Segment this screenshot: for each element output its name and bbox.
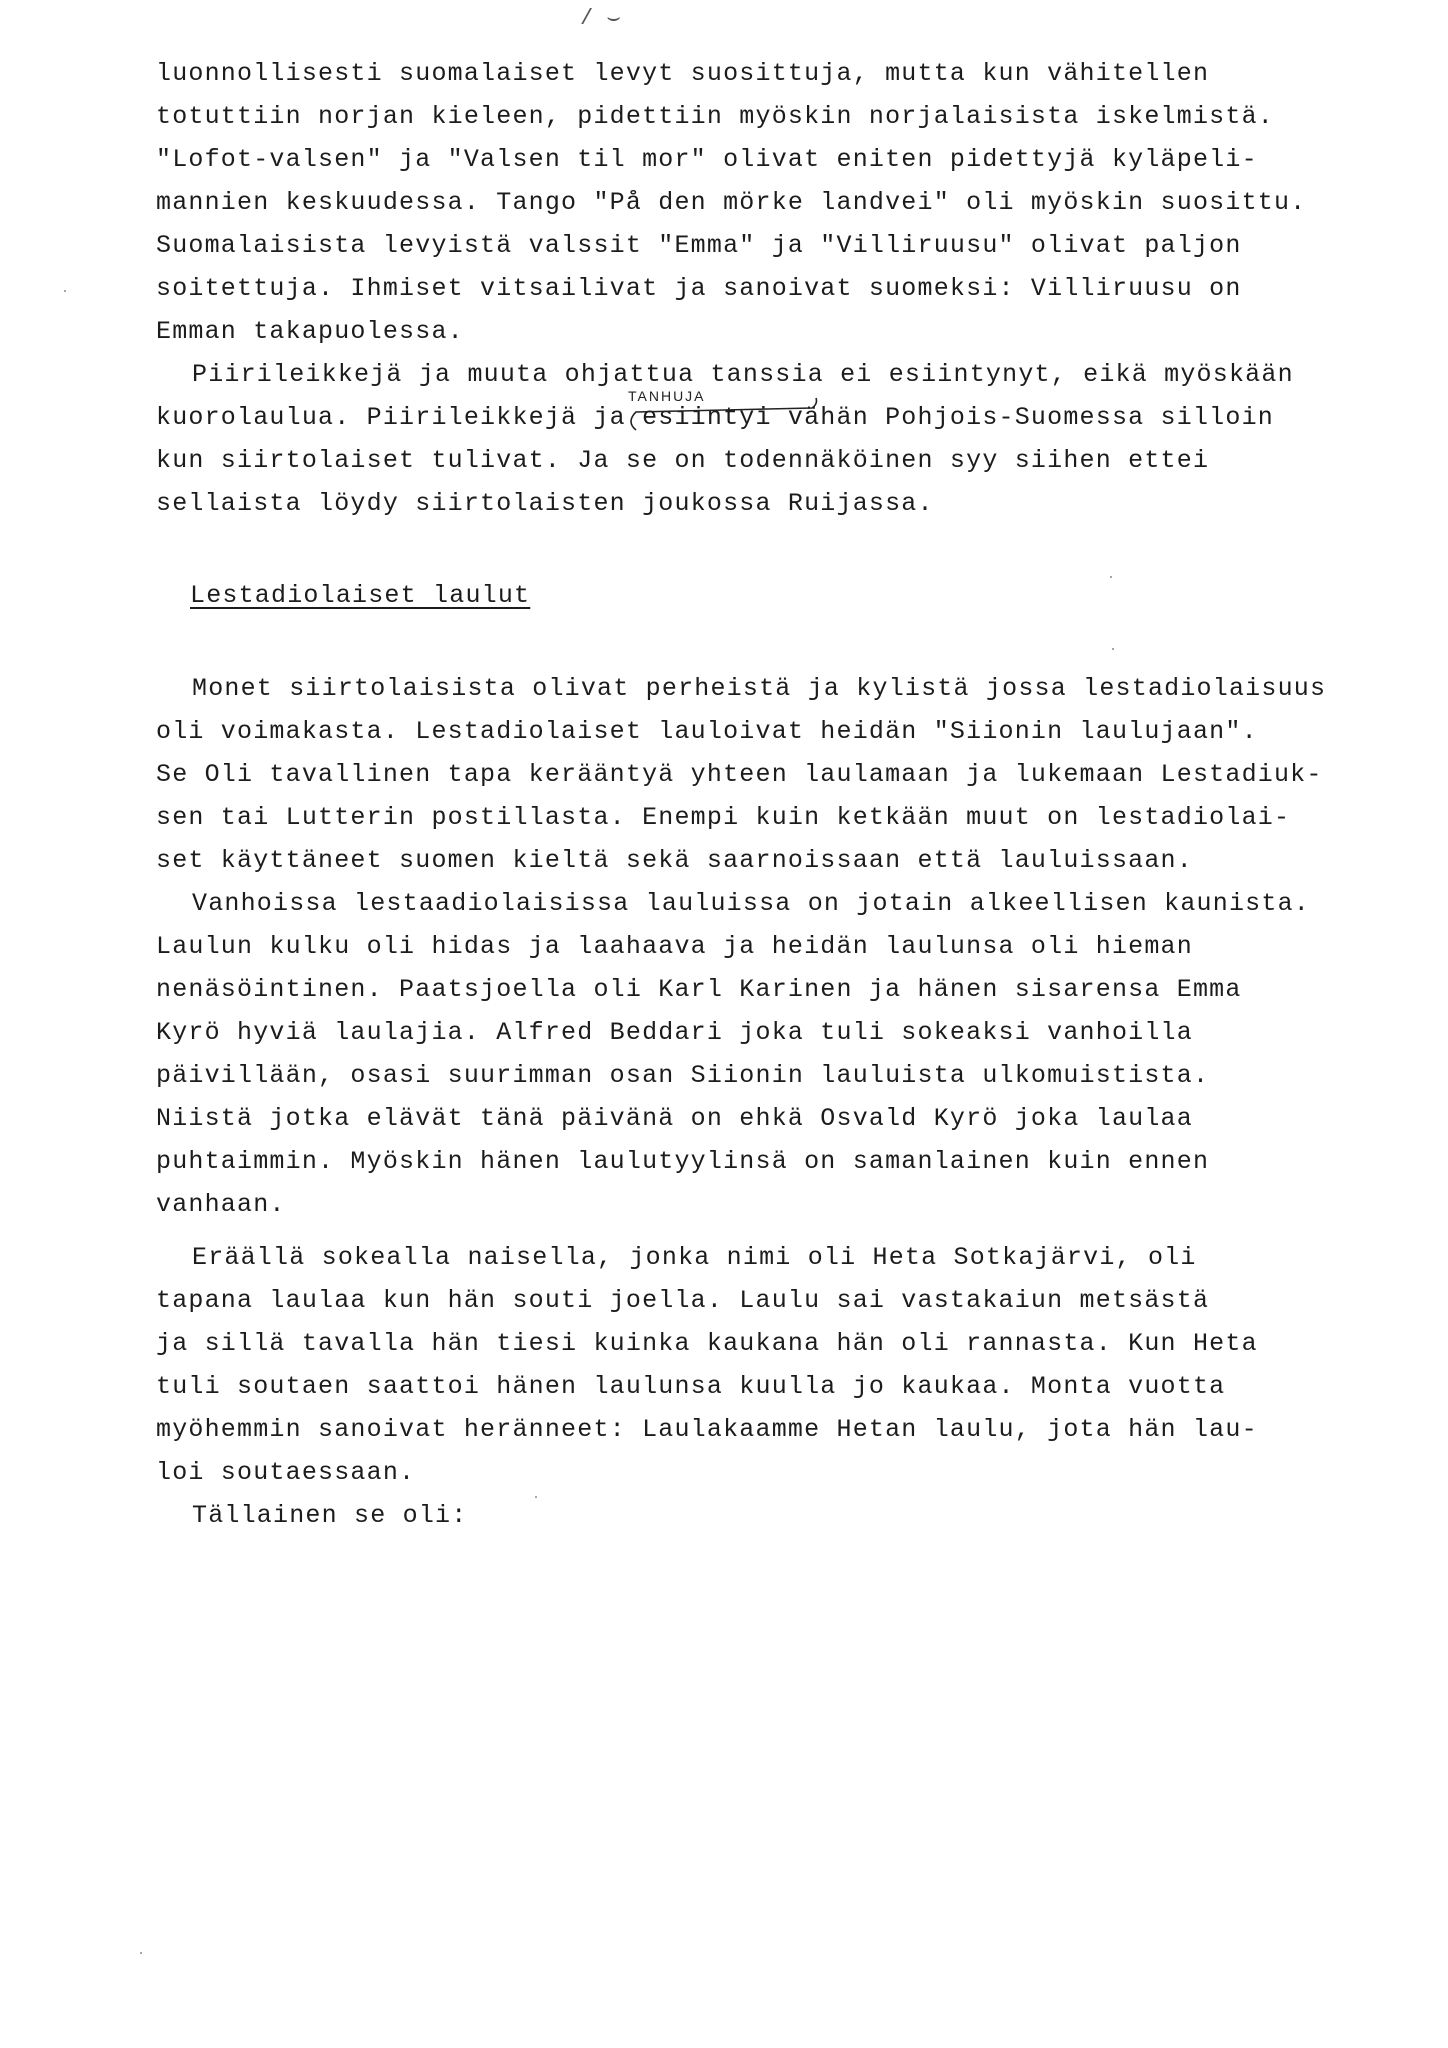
text-line: vanhaan. [156,1190,286,1219]
text-line: Niistä jotka elävät tänä päivänä on ehkä Osvald Kyrö joka laulaa [156,1104,1193,1133]
text-line: Eräällä sokealla naisella, jonka nimi oli Heta Sotkajärvi, oli [192,1243,1197,1272]
text-line: "Lofot-valsen" ja "Valsen til mor" olivat eniten pidettyjä kyläpeli- [156,145,1258,174]
text-line: loi soutaessaan. [156,1458,416,1487]
text-line: puhtaimmin. Myöskin hänen laulutyylinsä on samanlainen kuin ennen [156,1147,1210,1176]
text-line: Monet siirtolaisista olivat perheistä ja kylistä jossa lestadiolaisuus [192,674,1327,703]
paper-speck [1112,648,1114,650]
text-line: myöhemmin sanoivat heränneet: Laulakaamme Hetan laulu, jota hän lau- [156,1415,1258,1444]
text-line: Piirileikkejä ja muuta ohjattua tanssia ei esiintynyt, eikä myöskään [192,360,1294,389]
text-line: Laulun kulku oli hidas ja laahaava ja heidän laulunsa oli hieman [156,932,1193,961]
handwritten-bracket [622,396,822,436]
text-line: set käyttäneet suomen kieltä sekä saarnoissaan että lauluissaan. [156,846,1193,875]
paper-speck [140,1952,142,1954]
text-line: ja sillä tavalla hän tiesi kuinka kaukana hän oli rannasta. Kun Heta [156,1329,1258,1358]
text-line: Suomalaisista levyistä valssit "Emma" ja "Villiruusu" olivat paljon [156,231,1242,260]
text-line: mannien keskuudessa. Tango "På den mörke landvei" oli myöskin suosittu. [156,188,1307,217]
text-line: kuorolaulua. Piirileikkejä ja esiintyi vähän Pohjois-Suomessa silloin [156,403,1274,432]
text-line: luonnollisesti suomalaiset levyt suosittuja, mutta kun vähitellen [156,59,1210,88]
text-line: tapana laulaa kun hän souti joella. Laulu sai vastakaiun metsästä [156,1286,1210,1315]
top-pen-mark: / ⌣ [580,6,621,31]
paragraph-old-songs [156,882,1406,1226]
text-line: päivillään, osasi suurimman osan Siionin lauluista ulkomuistista. [156,1061,1210,1090]
paper-speck [64,290,66,292]
text-line: soitettuja. Ihmiset vitsailivat ja sanoivat suomeksi: Villiruusu on [156,274,1242,303]
paragraph-circle-games [156,353,1406,525]
text-line: sellaista löydy siirtolaisten joukossa Ruijassa. [156,489,934,518]
text-line: tuli soutaen saattoi hänen laulunsa kuulla jo kaukaa. Monta vuotta [156,1372,1226,1401]
text-line: oli voimakasta. Lestadiolaiset lauloivat heidän "Siionin laulujaan". [156,717,1258,746]
text-line: totuttiin norjan kieleen, pidettiin myöskin norjalaisista iskelmistä. [156,102,1274,131]
handwritten-insert: TANHUJA [628,388,706,404]
text-line: Kyrö hyviä laulajia. Alfred Beddari joka tuli sokeaksi vanhoilla [156,1018,1193,1047]
paper-speck [1110,576,1112,578]
section-heading: Lestadiolaiset laulut [190,581,531,610]
text-line: kun siirtolaiset tulivat. Ja se on todennäköinen syy siihen ettei [156,446,1210,475]
paragraph-music-records [156,52,1406,353]
text-line: Se Oli tavallinen tapa kerääntyä yhteen laulamaan ja lukemaan Lestadiuk- [156,760,1323,789]
section-heading-wrap [190,574,530,617]
text-line: Vanhoissa lestaadiolaisissa lauluissa on jotain alkeellisen kaunista. [192,889,1310,918]
text-line: nenäsöintinen. Paatsjoella oli Karl Karinen ja hänen sisarensa Emma [156,975,1242,1004]
text-line: Emman takapuolessa. [156,317,464,346]
text-line: sen tai Lutterin postillasta. Enempi kuin ketkään muut on lestadiolai- [156,803,1291,832]
text-line: Tällainen se oli: [192,1501,468,1530]
paragraph-heta [156,1236,1406,1537]
paper-speck [535,1496,537,1498]
paragraph-laestadians [156,667,1406,882]
